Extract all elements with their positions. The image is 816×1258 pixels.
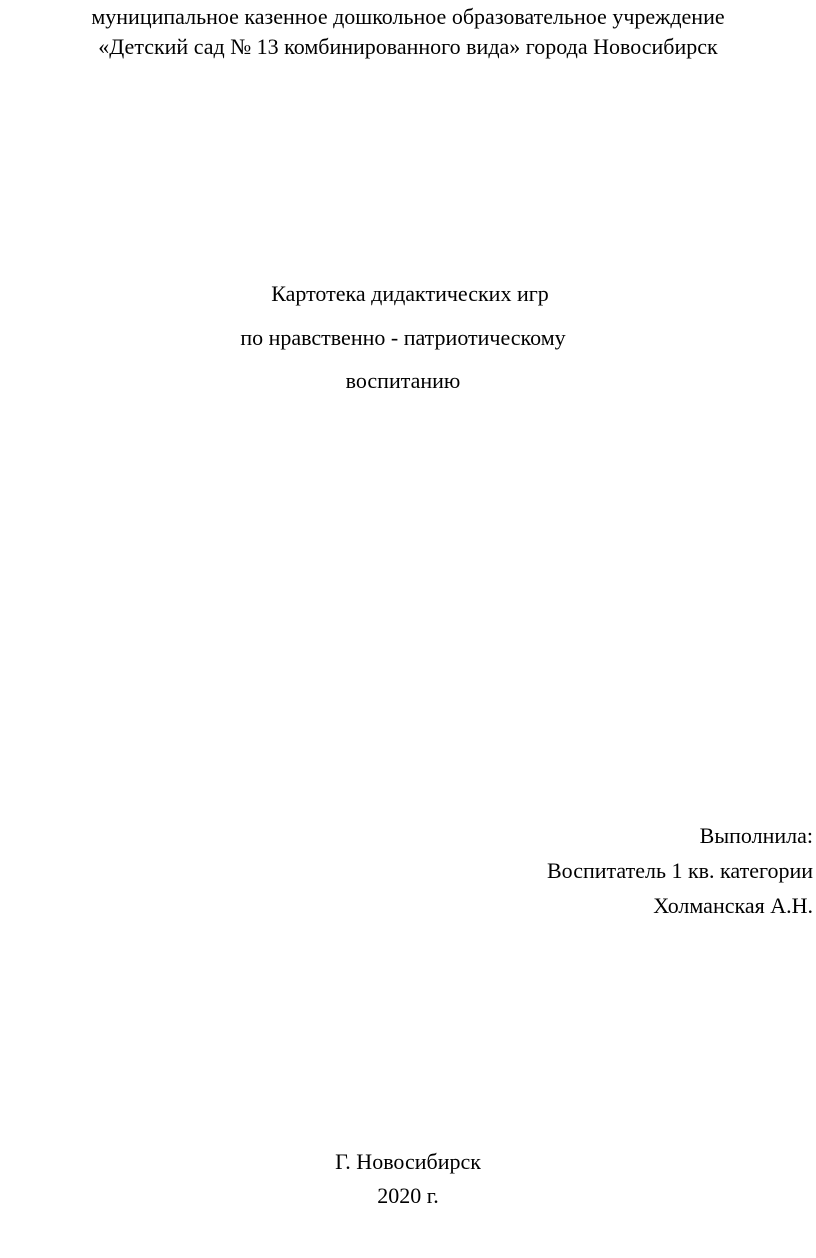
document-title-line1: Картотека дидактических игр bbox=[271, 281, 549, 306]
footer-city: Г. Новосибирск bbox=[335, 1149, 481, 1174]
author-position: Воспитатель 1 кв. категории bbox=[546, 858, 813, 883]
document-title-line3: воспитанию bbox=[345, 368, 461, 393]
author-label: Выполнила: bbox=[699, 823, 813, 848]
document-title-line2: по нравственно - патриотическому bbox=[240, 325, 566, 350]
header-organization-line2: «Детский сад № 13 комбинированного вида» города Новосибирск bbox=[98, 34, 718, 59]
header-organization-line1: муниципальное казенное дошкольное образовательное учреждение bbox=[91, 4, 725, 29]
footer-year: 2020 г. bbox=[377, 1183, 439, 1208]
author-name: Холманская А.Н. bbox=[653, 893, 813, 918]
